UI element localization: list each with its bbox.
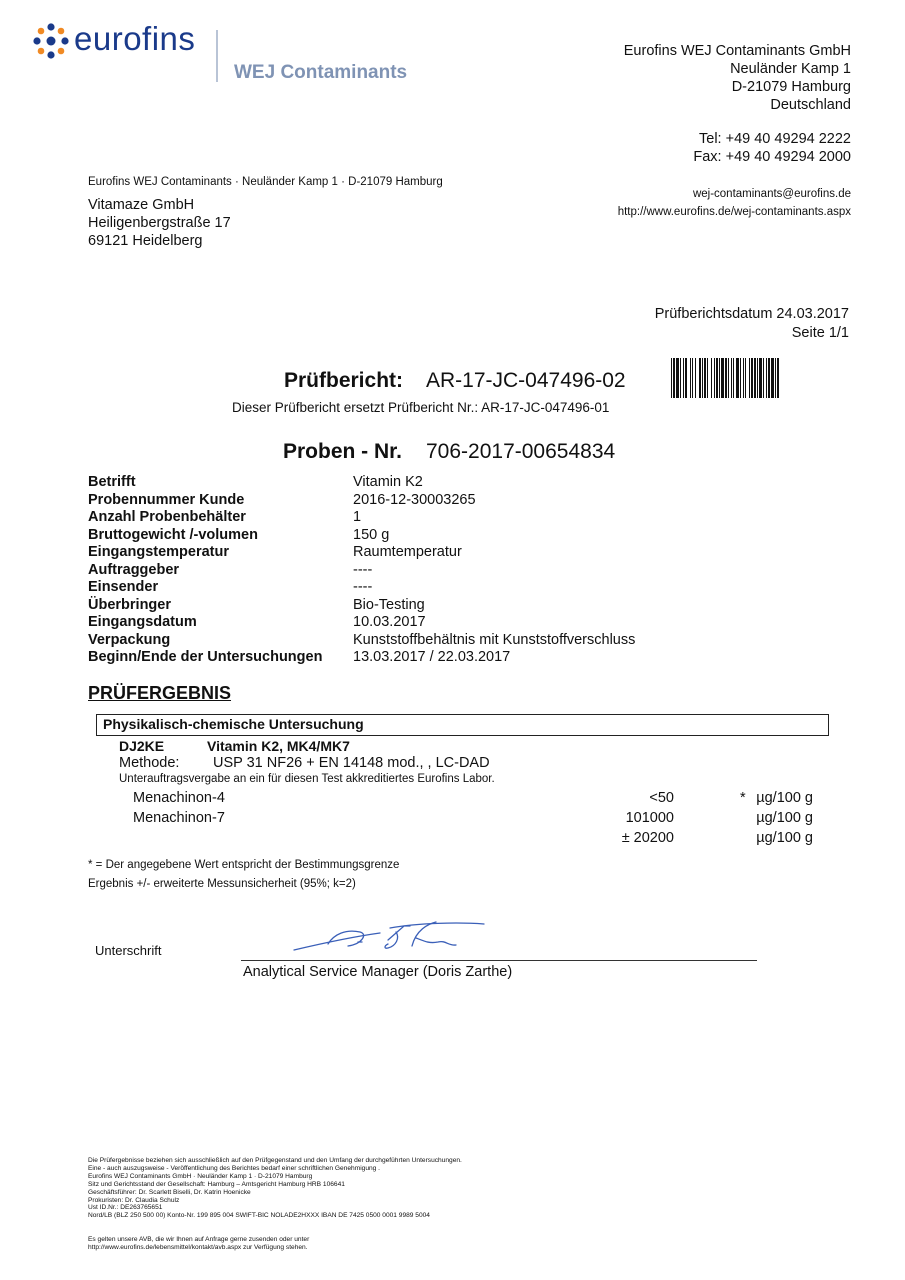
sender-city: D-21079 Hamburg xyxy=(731,79,851,95)
result-row xyxy=(0,790,905,810)
fine-print-line: Prokuristen: Dr. Claudia Schulz xyxy=(88,1196,180,1204)
recipient-city: 69121 Heidelberg xyxy=(88,233,203,249)
sender-street: Neuländer Kamp 1 xyxy=(730,61,851,77)
sender-company: Eurofins WEJ Contaminants GmbH xyxy=(623,43,851,59)
sender-fax: Fax: +49 40 49294 2000 xyxy=(693,149,851,165)
report-date-block xyxy=(655,305,849,343)
report-replaces: Dieser Prüfbericht ersetzt Prüfbericht Nr.: AR-17-JC-047496-01 xyxy=(232,400,610,415)
result-name: Menachinon-4 xyxy=(133,790,225,806)
info-value: 13.03.2017 / 22.03.2017 xyxy=(353,649,511,665)
info-key: Auftraggeber xyxy=(88,561,180,578)
result-value: <50 xyxy=(649,790,674,806)
info-row xyxy=(88,474,635,492)
handwritten-signature xyxy=(288,920,488,958)
sender-tel: Tel: +49 40 49294 2222 xyxy=(699,131,851,147)
info-key: Bruttogewicht /-volumen xyxy=(88,526,258,543)
info-value: Bio-Testing xyxy=(353,596,425,613)
info-key: Verpackung xyxy=(88,631,171,648)
fine-print-line: Geschäftsführer: Dr. Scarlett Biselli, Dr. Katrin Hoenicke xyxy=(88,1188,251,1196)
signatory-name: Analytical Service Manager (Doris Zarthe) xyxy=(243,964,513,980)
result-unit: µg/100 g xyxy=(756,790,813,806)
report-label: Prüfbericht: xyxy=(284,369,404,392)
legal-fine-print xyxy=(88,1157,688,1220)
method-label: Methode: xyxy=(119,755,180,771)
recipient-name: Vitamaze GmbH xyxy=(88,197,195,213)
eurofins-logo-icon xyxy=(32,22,70,60)
footnote-detection-limit: * = Der angegebene Wert entspricht der Bestimmungsgrenze xyxy=(88,859,400,871)
info-key: Beginn/Ende der Untersuchungen xyxy=(88,649,323,665)
info-value: ---- xyxy=(353,561,373,578)
info-row xyxy=(88,527,635,545)
fine-print-line: Sitz und Gerichtsstand der Gesellschaft: Hamburg – Amtsgericht Hamburg HRB 106641 xyxy=(88,1180,345,1188)
result-uncertainty: ± 20200 xyxy=(621,830,674,846)
info-key: Anzahl Probenbehälter xyxy=(88,509,246,525)
fine-print-line: Es gelten unsere AVB, die wir Ihnen auf Anfrage gerne zusenden oder unter xyxy=(88,1236,310,1243)
return-address: Eurofins WEJ Contaminants · Neuländer Kamp 1 · D-21079 Hamburg xyxy=(88,176,443,188)
fine-print-line: Nord/LB (BLZ 250 500 00) Konto-Nr. 199 895 004 SWIFT-BIC NOLADE2HXXX IBAN DE 7425 0500 0001 9989 5004 xyxy=(88,1212,430,1220)
parameter-name: Vitamin K2, MK4/MK7 xyxy=(207,738,350,754)
signature-label: Unterschrift xyxy=(95,943,162,958)
recipient-address xyxy=(88,196,231,250)
result-row xyxy=(0,810,905,830)
info-value: Kunststoffbehältnis mit Kunststoffverschluss xyxy=(353,631,636,648)
info-row xyxy=(88,544,635,562)
info-row xyxy=(88,614,635,632)
result-row xyxy=(0,830,905,850)
sample-info-table xyxy=(88,474,635,667)
info-value: ---- xyxy=(353,579,373,595)
info-key: Überbringer xyxy=(88,596,171,613)
info-row xyxy=(88,579,635,597)
logo-divider xyxy=(216,30,218,82)
subcontract-note: Unterauftragsvergabe an ein für diesen Test akkreditiertes Eurofins Labor. xyxy=(119,773,495,785)
fine-print-line: Eurofins WEJ Contaminants GmbH · Neuländer Kamp 1 · D-21079 Hamburg xyxy=(88,1172,313,1180)
sender-email: wej-contaminants@eurofins.de xyxy=(692,188,851,200)
result-unit: µg/100 g xyxy=(756,810,813,826)
info-value: Vitamin K2 xyxy=(353,474,423,490)
sender-contact xyxy=(693,130,851,166)
info-row xyxy=(88,632,635,650)
fine-print-line: Ust ID.Nr.: DE263765651 xyxy=(88,1204,163,1212)
results-section-title: Physikalisch-chemische Untersuchung xyxy=(96,714,829,736)
result-name: Menachinon-7 xyxy=(133,810,225,826)
info-row xyxy=(88,597,635,615)
fine-print-line: Eine - auch auszugsweise - Veröffentlichung des Berichtes bedarf einer schriftlichen Genehmigung . xyxy=(88,1164,381,1172)
results-heading: PRÜFERGEBNIS xyxy=(88,683,232,703)
fine-print-line: Die Prüfergebnisse beziehen sich ausschließlich auf den Prüfgegenstand und den Umfang der durchgeführten Untersuchungen. xyxy=(88,1157,462,1164)
sample-number: 706-2017-00654834 xyxy=(426,440,616,463)
info-key: Probennummer Kunde xyxy=(88,491,245,508)
page-number: Seite 1/1 xyxy=(791,325,849,341)
report-number: AR-17-JC-047496-02 xyxy=(426,369,626,392)
method-value: USP 31 NF26 + EN 14148 mod., , LC-DAD xyxy=(213,755,490,771)
parameter-code: DJ2KE xyxy=(119,738,165,754)
terms-fine-print xyxy=(88,1236,688,1252)
sender-address xyxy=(624,42,851,114)
result-flag: * xyxy=(740,790,746,806)
info-value: 1 xyxy=(353,509,362,525)
info-key: Eingangsdatum xyxy=(88,614,197,630)
result-unit: µg/100 g xyxy=(756,830,813,846)
signature-line xyxy=(241,960,757,961)
info-key: Eingangstemperatur xyxy=(88,544,229,560)
logo-wordmark: eurofins xyxy=(74,20,196,57)
barcode-icon xyxy=(671,358,841,398)
info-row xyxy=(88,492,635,510)
sender-web xyxy=(618,185,851,221)
footnote-uncertainty: Ergebnis +/- erweiterte Messunsicherheit (95%; k=2) xyxy=(88,878,356,890)
result-value: 101000 xyxy=(625,810,674,826)
info-row xyxy=(88,649,635,667)
sender-country: Deutschland xyxy=(770,97,851,113)
sample-label: Proben - Nr. xyxy=(283,440,403,463)
info-row xyxy=(88,562,635,580)
info-row xyxy=(88,509,635,527)
sender-website: http://www.eurofins.de/wej-contaminants.aspx xyxy=(617,206,851,218)
info-key: Betrifft xyxy=(88,474,136,490)
info-value: 10.03.2017 xyxy=(353,614,426,630)
info-key: Einsender xyxy=(88,579,159,595)
logo-subtitle: WEJ Contaminants xyxy=(234,62,408,83)
fine-print-line: http://www.eurofins.de/lebensmittel/kontakt/avb.aspx zur Verfügung stehen. xyxy=(88,1243,308,1251)
info-value: 2016-12-30003265 xyxy=(353,491,476,508)
recipient-street: Heiligenbergstraße 17 xyxy=(88,215,231,231)
report-date: Prüfberichtsdatum 24.03.2017 xyxy=(654,306,849,322)
info-value: Raumtemperatur xyxy=(353,544,462,560)
info-value: 150 g xyxy=(353,526,390,543)
